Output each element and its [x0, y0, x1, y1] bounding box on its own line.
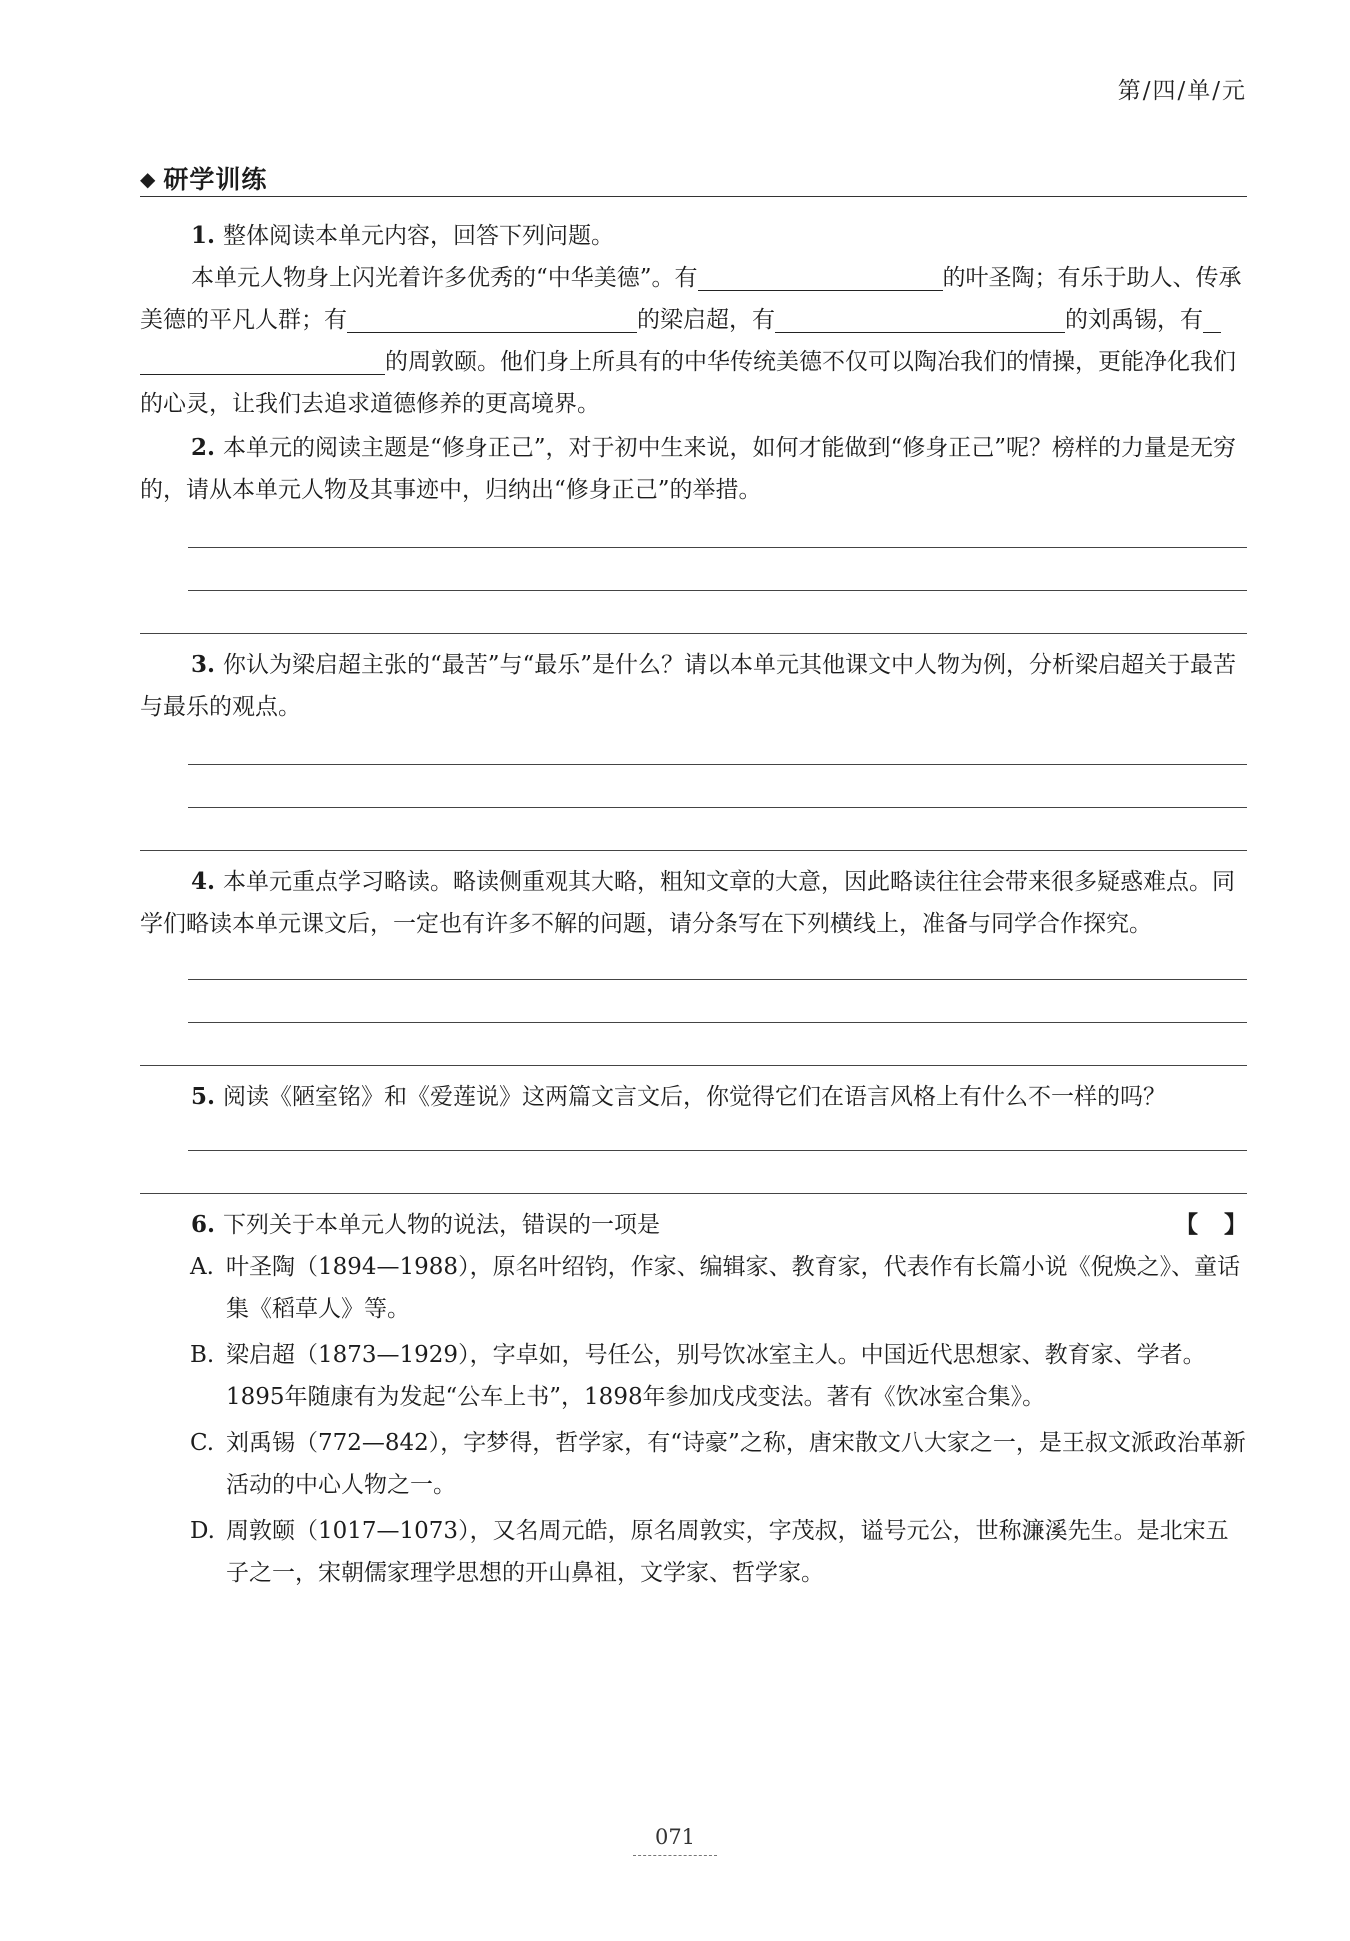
- fill-blank-4b[interactable]: [140, 344, 385, 375]
- option-label: B.: [190, 1342, 215, 1368]
- question-number: 4.: [191, 868, 216, 895]
- option-label: D.: [190, 1518, 215, 1544]
- option-d[interactable]: [140, 1510, 1247, 1594]
- option-text: 周敦颐（1017—1073），又名周元皓，原名周敦实，字茂叔，谥号元公，世称濂溪先生。是北宋五子之一，宋朝儒家理学思想的开山鼻祖，文学家、哲学家。: [226, 1518, 1229, 1586]
- question-1: [140, 215, 1247, 257]
- fill-blank-4a[interactable]: [1203, 302, 1221, 333]
- answer-line[interactable]: [188, 1122, 1247, 1151]
- question-number: 2.: [191, 434, 216, 461]
- question-1-body: [140, 257, 1247, 425]
- answer-lines-q5: [140, 1122, 1247, 1194]
- answer-line[interactable]: [188, 519, 1247, 548]
- question-5-text: 阅读《陋室铭》和《爱莲说》这两篇文言文后，你觉得它们在语言风格上有什么不一样的吗？: [223, 1084, 1167, 1110]
- question-4-text: 本单元重点学习略读。略读侧重观其大略，粗知文章的大意，因此略读往往会带来很多疑惑难点。同学们略读本单元课文后，一定也有许多不解的问题，请分条写在下列横线上，准备与同学合作探究。: [140, 869, 1236, 937]
- answer-line[interactable]: [188, 951, 1247, 980]
- answer-line[interactable]: [140, 822, 1247, 851]
- q1-text-2: 的叶圣陶；有乐于助人、传承美德的平凡人群；有: [140, 265, 1242, 333]
- question-3-text: 你认为梁启超主张的“最苦”与“最乐”是什么？请以本单元其他课文中人物为例，分析梁启超关于最苦与最乐的观点。: [140, 652, 1237, 720]
- question-4: [140, 861, 1247, 945]
- question-number: 1.: [191, 222, 216, 249]
- answer-line[interactable]: [140, 1165, 1247, 1194]
- question-1-prompt: 整体阅读本单元内容，回答下列问题。: [223, 223, 615, 249]
- option-label: A.: [190, 1254, 214, 1280]
- answer-lines-q3: [140, 736, 1247, 851]
- q1-text-3: 的梁启超，有: [637, 307, 775, 333]
- diamond-icon: ◆: [140, 167, 156, 191]
- option-label: C.: [190, 1430, 215, 1456]
- answer-lines-q2: [140, 519, 1247, 634]
- question-6-stem: [140, 1204, 660, 1246]
- section-title: 研学训练: [163, 165, 268, 194]
- section-header: [140, 160, 1247, 197]
- q1-text-1: 本单元人物身上闪光着许多优秀的“中华美德”。有: [191, 265, 698, 291]
- option-text: 叶圣陶（1894—1988），原名叶绍钧，作家、编辑家、教育家，代表作有长篇小说《倪焕之》、童话集《稻草人》等。: [226, 1254, 1241, 1322]
- option-a[interactable]: [140, 1246, 1247, 1330]
- question-2: [140, 427, 1247, 511]
- question-6-text: 下列关于本单元人物的说法，错误的一项是: [223, 1212, 661, 1238]
- fill-blank-2[interactable]: [347, 302, 637, 333]
- question-3: [140, 644, 1247, 728]
- question-6: [140, 1204, 1273, 1246]
- answer-line[interactable]: [188, 736, 1247, 765]
- question-5: [140, 1076, 1247, 1118]
- answer-line[interactable]: [188, 779, 1247, 808]
- page-number: [0, 1825, 1350, 1856]
- fill-blank-1[interactable]: [698, 260, 943, 291]
- page-number-text: 071: [633, 1825, 717, 1856]
- answer-line[interactable]: [188, 994, 1247, 1023]
- question-number: 6.: [191, 1211, 216, 1238]
- answer-line[interactable]: [140, 605, 1247, 634]
- exercise-content: [140, 215, 1273, 1594]
- q1-text-4: 的刘禹锡，有: [1065, 307, 1203, 333]
- q1-text-5: 的周敦颐。他们身上所具有的中华传统美德不仅可以陶冶我们的情操，更能净化我们的心灵，让我们去追求道德修养的更高境界。: [140, 349, 1236, 417]
- question-number: 3.: [191, 651, 216, 678]
- answer-line[interactable]: [188, 562, 1247, 591]
- answer-line[interactable]: [140, 1037, 1247, 1066]
- option-b[interactable]: [140, 1334, 1247, 1418]
- unit-title: 第/四/单/元: [1117, 78, 1247, 104]
- option-text: 梁启超（1873—1929），字卓如，号任公，别号饮冰室主人。中国近代思想家、教育家、学者。1895年随康有为发起“公车上书”，1898年参加戊戌变法。著有《饮冰室合集》。: [226, 1342, 1206, 1410]
- option-text: 刘禹锡（772—842），字梦得，哲学家，有“诗豪”之称，唐宋散文八大家之一，是王叔文派政治革新活动的中心人物之一。: [226, 1430, 1246, 1498]
- option-c[interactable]: [140, 1422, 1247, 1506]
- answer-lines-q4: [140, 951, 1247, 1066]
- fill-blank-3[interactable]: [775, 302, 1065, 333]
- question-number: 5.: [191, 1083, 216, 1110]
- question-2-text: 本单元的阅读主题是“修身正己”，对于初中生来说，如何才能做到“修身正己”呢？榜样的力量是无穷的，请从本单元人物及其事迹中，归纳出“修身正己”的举措。: [140, 435, 1237, 503]
- answer-bracket[interactable]: 【】: [1175, 1211, 1273, 1238]
